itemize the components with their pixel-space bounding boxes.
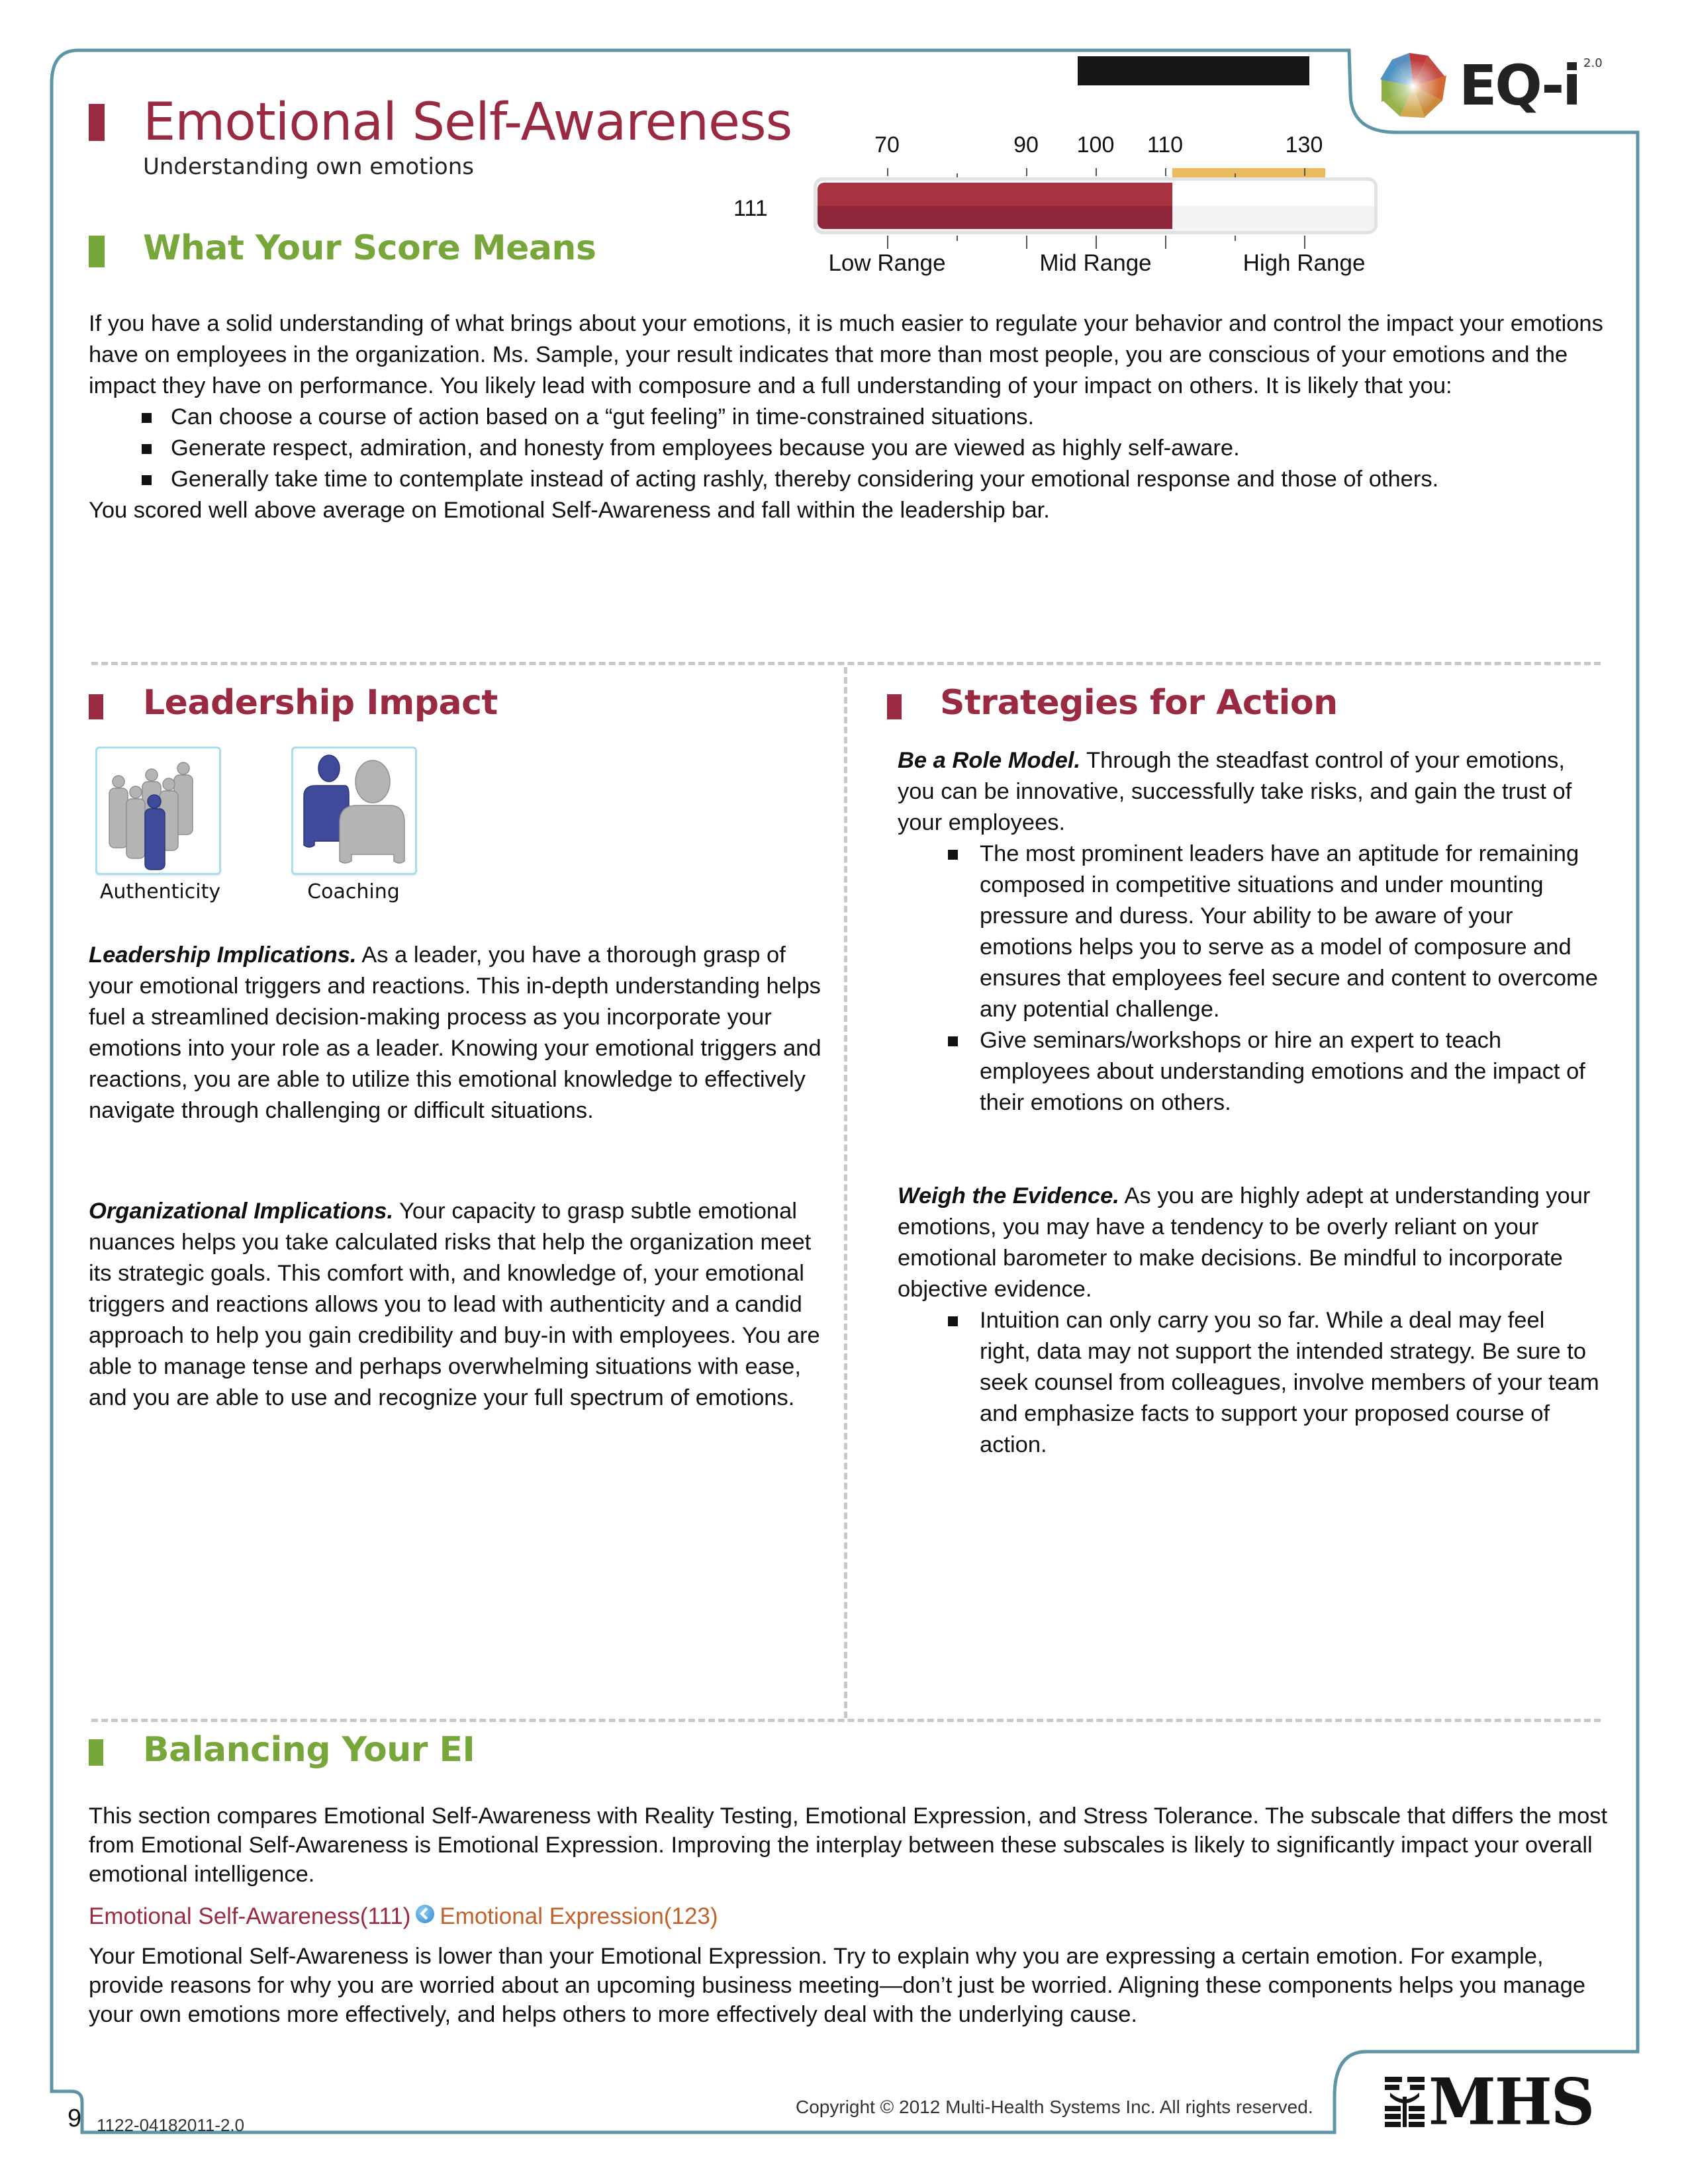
range-label: Low Range [828, 250, 946, 276]
divider [91, 662, 1601, 665]
comparison-right: Emotional Expression(123) [440, 1903, 718, 1929]
page-title: Emotional Self-Awareness [143, 93, 792, 152]
strategy-role-model [898, 745, 1599, 1118]
mhs-logo-text: MHS [1429, 2064, 1594, 2140]
scale-tick [957, 236, 958, 241]
scale-label: 70 [874, 132, 900, 158]
authenticity-tile [95, 747, 221, 875]
leadership-implications [89, 940, 830, 1126]
organizational-implications [89, 1196, 830, 1414]
comparison-left: Emotional Self-Awareness(111) [89, 1903, 411, 1929]
scale-tick [957, 173, 958, 177]
section-marker [89, 694, 103, 719]
balancing-advice: Your Emotional Self-Awareness is lower than your Emotional Expression. Try to explain why you are expressing a certain emotion. For example, provide reasons for why you are worried about an upcoming business meeting—don’t just be worried. Aligning these components helps you manage your own emotions more effectively, and helps others to more effectively deal with the underlying cause. [89, 1944, 1586, 2027]
strategy-bullets [898, 1305, 1599, 1461]
strategy-lead: Be a Role Model. [898, 748, 1081, 773]
scale-tick [887, 236, 888, 249]
strategy-text: Through the steadfast control of your emotions, you can be innovative, successfully take risks, and gain the trust of your employees. [898, 748, 1572, 835]
eqi-logo [1377, 50, 1603, 122]
eqi-flower-icon [1377, 50, 1450, 122]
score-value: 111 [733, 196, 768, 221]
strategy-lead: Weigh the Evidence. [898, 1183, 1119, 1208]
score-means-closing: You scored well above average on Emotional Self-Awareness and fall within the leadership bar. [89, 498, 1050, 523]
score-means-heading: What Your Score Means [143, 228, 596, 268]
bullet-item: Generate respect, admiration, and honesty from employees because you are viewed as highly self-aware. [89, 433, 1611, 464]
leadership-implications-text: As a leader, you have a thorough grasp of your emotional triggers and reactions. This in-depth understanding helps fuel a streamlined decision-making process as you incorporate your emotions into your role as a leader. Knowing your emotional triggers and reactions, you are able to utilize this emotional knowledge to effectively navigate through challenging or difficult situations. [89, 942, 821, 1123]
balancing-heading: Balancing Your EI [143, 1730, 475, 1770]
strategy-weigh-evidence [898, 1181, 1599, 1461]
range-label: Mid Range [1039, 250, 1152, 276]
score-means-body [89, 308, 1611, 526]
mhs-emblem-icon [1385, 2077, 1425, 2127]
bullet-item: Generally take time to contemplate instead of acting rashly, thereby considering your emotional response and those of others. [89, 464, 1611, 495]
leadership-bar [1172, 168, 1325, 177]
copyright: Copyright © 2012 Multi-Health Systems Inc. All rights reserved. [796, 2097, 1313, 2117]
coaching-pair-icon [293, 749, 415, 873]
scale-label: 130 [1285, 132, 1323, 158]
scale-tick [1235, 173, 1236, 177]
section-marker [89, 1739, 103, 1766]
score-means-intro: If you have a solid understanding of what brings about your emotions, it is much easier to regulate your behavior and control the impact your emotions have on employees in the organization. Ms. Sample, your result indicates that more than most people, you are conscious of your emotions and the impact they have on performance. You likely lead with composure and a full understanding of your impact on others. It is likely that you: [89, 311, 1603, 398]
page-number: 9 [68, 2105, 82, 2132]
title-marker [89, 104, 105, 141]
scale-tick [1096, 236, 1097, 249]
range-label: High Range [1243, 250, 1366, 276]
bullet-item: Give seminars/workshops or hire an expert to teach employees about understanding emotions and the impact of their emotions on others. [898, 1025, 1599, 1118]
less-than-arrow-icon [416, 1905, 434, 1923]
redacted-field [1078, 56, 1309, 85]
column-divider [844, 667, 847, 1718]
subscale-comparison [89, 1903, 718, 1930]
scale-tick [1165, 236, 1166, 249]
bullet-item: The most prominent leaders have an aptitude for remaining composed in competitive situations and under mounting pressure and duress. Your ability to be aware of your emotions helps you to serve as a model of composure and ensures that employees feel secure and content to overcome any potential challenge. [898, 839, 1599, 1025]
organizational-implications-lead: Organizational Implications. [89, 1199, 394, 1224]
leadership-implications-lead: Leadership Implications. [89, 942, 357, 968]
strategy-bullets [898, 839, 1599, 1118]
document-code: 1122-04182011-2.0 [97, 2115, 245, 2135]
organizational-implications-text: Your capacity to grasp subtle emotional nuances helps you take calculated risks that help the organization meet its strategic goals. This comfort with, and knowledge of, your emotional triggers and reactions allows you to lead with authenticity and a candid approach to help you gain credibility and buy-in with employees. You are able to manage tense and perhaps overwhelming situations with ease, and you are able to use and recognize your full spectrum of emotions. [89, 1199, 820, 1410]
scale-tick [1235, 236, 1236, 241]
scale-tick [887, 168, 888, 176]
scale-tick [1096, 168, 1097, 176]
group-leader-icon [97, 749, 219, 873]
eqi-logo-version: 2.0 [1583, 56, 1603, 70]
strategies-heading: Strategies for Action [940, 683, 1338, 723]
coaching-label: Coaching [307, 880, 400, 903]
scale-tick [1165, 168, 1166, 176]
section-marker [887, 694, 902, 719]
score-means-bullets [89, 402, 1611, 495]
page-subtitle: Understanding own emotions [143, 154, 474, 180]
scale-tick [1304, 168, 1305, 176]
strategy-text: As you are highly adept at understanding your emotions, you may have a tendency to be overly reliant on your emotional barometer to make decisions. Be mindful to incorporate objective evidence. [898, 1183, 1591, 1302]
bullet-item: Intuition can only carry you so far. While a deal may feel right, data may not support the intended strategy. Be sure to seek counsel from colleagues, involve members of your team and emphasize facts to support your proposed course of action. [898, 1305, 1599, 1461]
scale-tick [1304, 236, 1305, 249]
eqi-logo-text: EQ-i [1459, 53, 1580, 118]
scale-tick [1026, 168, 1027, 176]
authenticity-label: Authenticity [99, 880, 221, 903]
coaching-tile [291, 747, 417, 875]
scale-tick [1026, 236, 1027, 249]
mhs-logo [1385, 2064, 1594, 2140]
bullet-item: Can choose a course of action based on a “gut feeling” in time-constrained situations. [89, 402, 1611, 433]
leadership-impact-heading: Leadership Impact [143, 683, 498, 723]
section-marker [89, 236, 105, 267]
scale-label: 90 [1013, 132, 1039, 158]
balancing-intro: This section compares Emotional Self-Awareness with Reality Testing, Emotional Expression, and Stress Tolerance. The subscale that differs the most from Emotional Self-Awareness is Emotional Expression. Improving the interplay between these subscales is likely to significantly impact your overall emotional intelligence. [89, 1803, 1608, 1887]
scale-label: 100 [1076, 132, 1115, 158]
scale-label: 110 [1147, 132, 1184, 158]
score-bar-fill [818, 183, 1172, 229]
divider [91, 1719, 1601, 1722]
